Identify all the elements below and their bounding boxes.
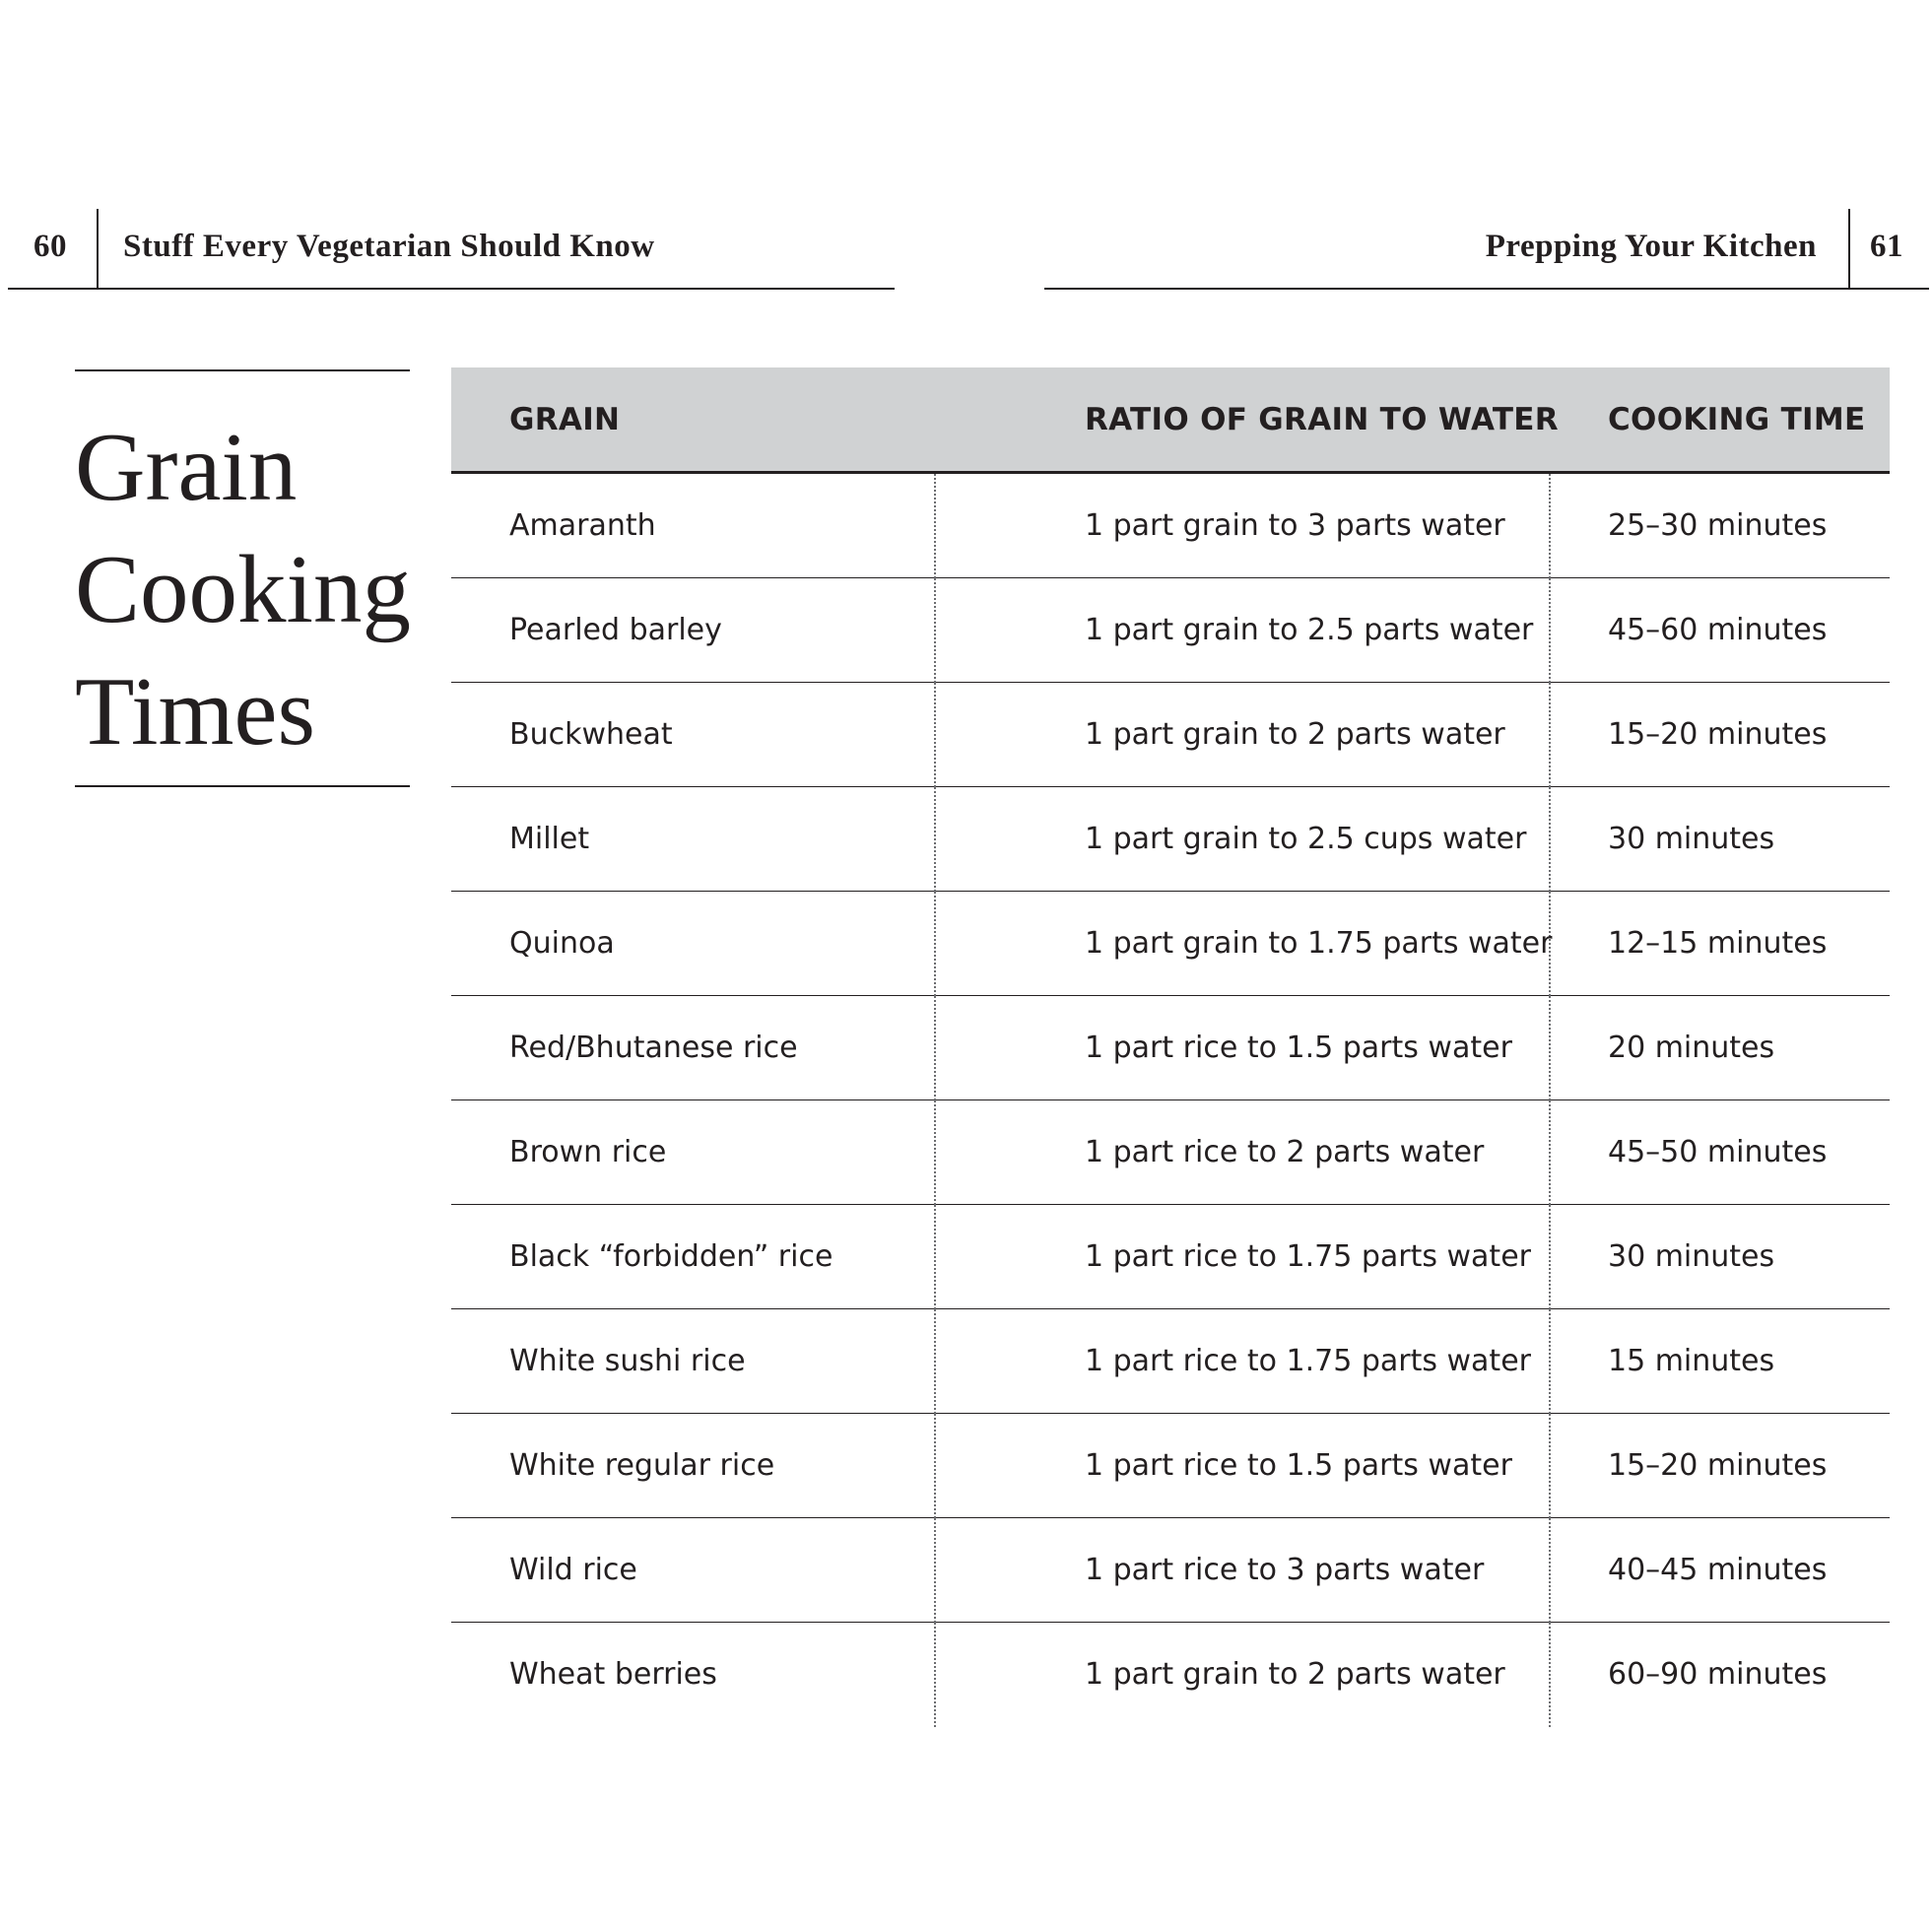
- grain-cell: Buckwheat: [451, 683, 936, 787]
- cooking-time-cell: 60–90 minutes: [1608, 1657, 1828, 1692]
- grain-cooking-table: [451, 367, 1890, 1727]
- cooking-time-cell: 30 minutes: [1608, 1238, 1775, 1274]
- table-row: [451, 578, 1890, 683]
- grain-cell: Pearled barley: [451, 578, 936, 683]
- ratio-cell: 1 part rice to 3 parts water: [936, 1518, 1551, 1623]
- running-head-divider-right: [1848, 209, 1850, 288]
- cooking-time-cell: 15–20 minutes: [1608, 716, 1828, 752]
- grain-cell: Wheat berries: [451, 1623, 936, 1727]
- page-number-right: 61: [1870, 229, 1903, 264]
- cooking-time-cell: 15–20 minutes: [1608, 1447, 1828, 1483]
- running-head-divider-left: [97, 209, 99, 288]
- section-title-line: Grain: [75, 414, 298, 521]
- chapter-title: Prepping Your Kitchen: [1485, 229, 1817, 264]
- ratio-cell: 1 part grain to 2 parts water: [936, 1623, 1551, 1727]
- grain-cell: Quinoa: [451, 892, 936, 996]
- table-header: [451, 367, 1890, 474]
- ratio-cell: 1 part rice to 1.5 parts water: [936, 996, 1551, 1100]
- ratio-cell: 1 part grain to 1.75 parts water: [936, 892, 1551, 996]
- ratio-cell: 1 part rice to 1.75 parts water: [936, 1309, 1551, 1414]
- table-row: [451, 683, 1890, 787]
- grain-cell: Black “forbidden” rice: [451, 1205, 936, 1309]
- grain-cell: Amaranth: [451, 474, 936, 578]
- column-header-cooking-time: COOKING TIME: [1608, 401, 1866, 437]
- grain-cell: Wild rice: [451, 1518, 936, 1623]
- ratio-cell: 1 part rice to 1.75 parts water: [936, 1205, 1551, 1309]
- ratio-cell: 1 part grain to 2.5 cups water: [936, 787, 1551, 892]
- section-heading: [75, 369, 410, 787]
- ratio-cell: 1 part grain to 3 parts water: [936, 474, 1551, 578]
- cooking-time-cell: 45–50 minutes: [1608, 1134, 1828, 1169]
- table-row: [451, 1623, 1890, 1727]
- ratio-cell: 1 part rice to 1.5 parts water: [936, 1414, 1551, 1518]
- section-title-line: Times: [75, 658, 315, 766]
- table-row: [451, 996, 1890, 1100]
- column-header-grain: GRAIN: [509, 401, 621, 437]
- cooking-time-cell: 12–15 minutes: [1608, 925, 1828, 961]
- running-head-right: [1044, 209, 1929, 290]
- book-title: Stuff Every Vegetarian Should Know: [123, 229, 655, 264]
- cooking-time-cell: 45–60 minutes: [1608, 612, 1828, 647]
- ratio-cell: 1 part grain to 2 parts water: [936, 683, 1551, 787]
- table-row: [451, 787, 1890, 892]
- grain-cell: White regular rice: [451, 1414, 936, 1518]
- cooking-time-cell: 20 minutes: [1608, 1030, 1775, 1065]
- table-row: [451, 1518, 1890, 1623]
- grain-cell: Millet: [451, 787, 936, 892]
- page-number-left: 60: [33, 229, 67, 264]
- ratio-cell: 1 part grain to 2.5 parts water: [936, 578, 1551, 683]
- table-row: [451, 1100, 1890, 1205]
- table-row: [451, 474, 1890, 578]
- running-head-left: [8, 209, 895, 290]
- cooking-time-cell: 25–30 minutes: [1608, 507, 1828, 543]
- cooking-time-cell: 40–45 minutes: [1608, 1552, 1828, 1587]
- section-title-line: Cooking: [75, 536, 412, 643]
- table-row: [451, 1309, 1890, 1414]
- table-row: [451, 1414, 1890, 1518]
- table-body: [451, 474, 1890, 1727]
- grain-cell: White sushi rice: [451, 1309, 936, 1414]
- ratio-cell: 1 part rice to 2 parts water: [936, 1100, 1551, 1205]
- cooking-time-cell: 30 minutes: [1608, 821, 1775, 856]
- column-header-ratio: RATIO OF GRAIN TO WATER: [1085, 401, 1559, 437]
- grain-cell: Brown rice: [451, 1100, 936, 1205]
- table-row: [451, 1205, 1890, 1309]
- grain-cell: Red/Bhutanese rice: [451, 996, 936, 1100]
- cooking-time-cell: 15 minutes: [1608, 1343, 1775, 1378]
- table-row: [451, 892, 1890, 996]
